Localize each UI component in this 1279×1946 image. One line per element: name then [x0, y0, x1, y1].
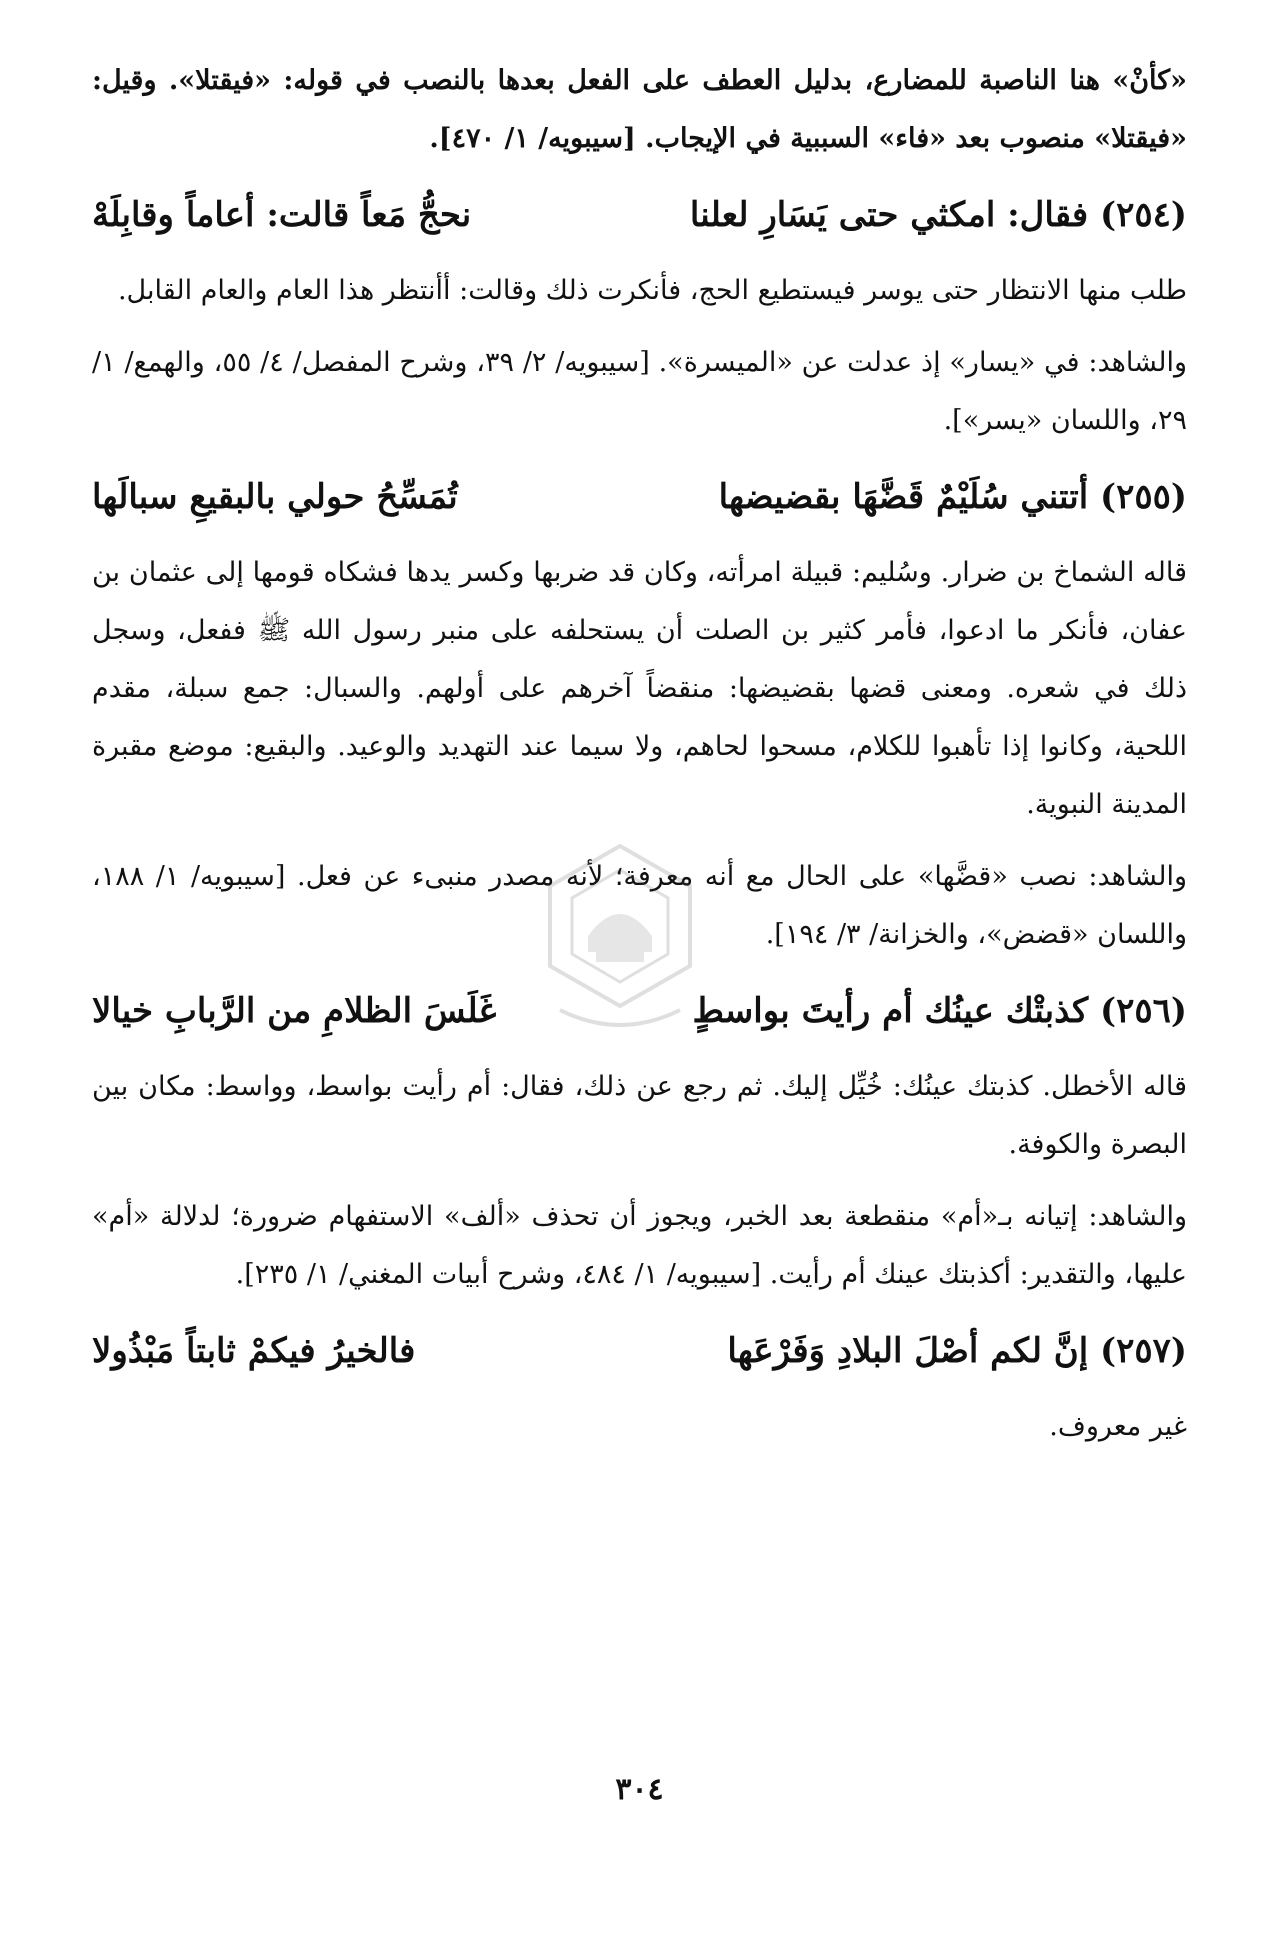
verse-257-second-hemistich: فالخيرُ فيكمْ ثابتاً مَبْذُولا — [92, 1331, 416, 1371]
verse-255 — [92, 464, 1187, 530]
paragraph-254-meaning: طلب منها الانتظار حتى يوسر فيستطيع الحج، فأنكرت ذلك وقالت: أأنتظر هذا العام والعام القابل. — [117, 275, 1187, 306]
page-number: ٣٠٤ — [615, 1772, 664, 1807]
verse-256 — [92, 978, 1187, 1044]
verse-256-first-hemistich: (٢٥٦) كذبتْك عينُك أم رأيتَ بواسطٍ — [692, 991, 1187, 1031]
paragraph-255-commentary: قاله الشماخ بن ضرار. وسُليم: قبيلة امرأته، وكان قد ضربها وكسر يدها فشكاه قومها إلى عثمان بن عفان، فأنكر ما ادعوا، فأمر كثير بن الصلت أن يستحلفه على منبر رسول الله ﷺ ففعل، وسجل ذلك في شعره. ومعنى قضها بقضيضها: منقضاً آخرهم على أولهم. والسبال: جمع سبلة، مقدم اللحية، وكانوا إذا تأهبوا للكلام، مسحوا لحاهم، ولا سيما عند التهديد والوعيد. والبقيع: موضع مقبرة المدينة النبوية. — [92, 557, 1187, 820]
verse-255-first-hemistich: (٢٥٥) أتتني سُلَيْمٌ قَضَّهَا بقضيضها — [718, 477, 1187, 517]
paragraph-254-evidence: والشاهد: في «يسار» إذ عدلت عن «الميسرة». [سيبويه/ ٢/ ٣٩، وشرح المفصل/ ٤/ ٥٥، والهمع/ ١/ ٢٩، واللسان «يسر»]. — [92, 347, 1187, 436]
paragraph-255-evidence: والشاهد: نصب «قضَّها» على الحال مع أنه معرفة؛ لأنه مصدر منبىء عن فعل. [سيبويه/ ١/ ١٨٨، واللسان «قضض»، والخزانة/ ٣/ ١٩٤]. — [92, 861, 1187, 950]
verse-254 — [92, 182, 1187, 248]
paragraph-256-evidence: والشاهد: إتيانه بـ«أم» منقطعة بعد الخبر، ويجوز أن تحذف «ألف» الاستفهام ضرورة؛ لدلالة «أم» عليها، والتقدير: أكذبتك عينك أم رأيت. [سيبويه/ ١/ ٤٨٤، وشرح أبيات المغني/ ١/ ٢٣٥]. — [92, 1201, 1187, 1290]
verse-254-second-hemistich: نحجُّ مَعاً قالت: أعاماً وقابِلَهْ — [92, 195, 472, 235]
paragraph-256-commentary: قاله الأخطل. كذبتك عينُك: خُيِّل إليك. ثم رجع عن ذلك، فقال: أم رأيت بواسط، وواسط: مكان بين البصرة والكوفة. — [92, 1071, 1187, 1160]
verse-256-second-hemistich: غَلَسَ الظلامِ من الرَّبابِ خيالا — [92, 991, 497, 1031]
text-column — [92, 52, 1187, 1456]
verse-255-second-hemistich: تُمَسِّحُ حولي بالبقيعِ سبالَها — [92, 477, 458, 517]
paragraph-kan-explanation: «كأنْ» هنا الناصبة للمضارع، بدليل العطف على الفعل بعدها بالنصب في قوله: «فيقتلا». وقيل: «فيقتلا» منصوب بعد «فاء» السببية في الإيجاب. [سيبويه/ ١/ ٤٧٠]. — [92, 65, 1187, 154]
paragraph-257-attribution: غير معروف. — [1049, 1411, 1187, 1442]
verse-257-first-hemistich: (٢٥٧) إنَّ لكم أصْلَ البلادِ وَفَرْعَها — [727, 1331, 1187, 1371]
verse-257 — [92, 1318, 1187, 1384]
verse-254-first-hemistich: (٢٥٤) فقال: امكثي حتى يَسَارِ لعلنا — [689, 195, 1187, 235]
